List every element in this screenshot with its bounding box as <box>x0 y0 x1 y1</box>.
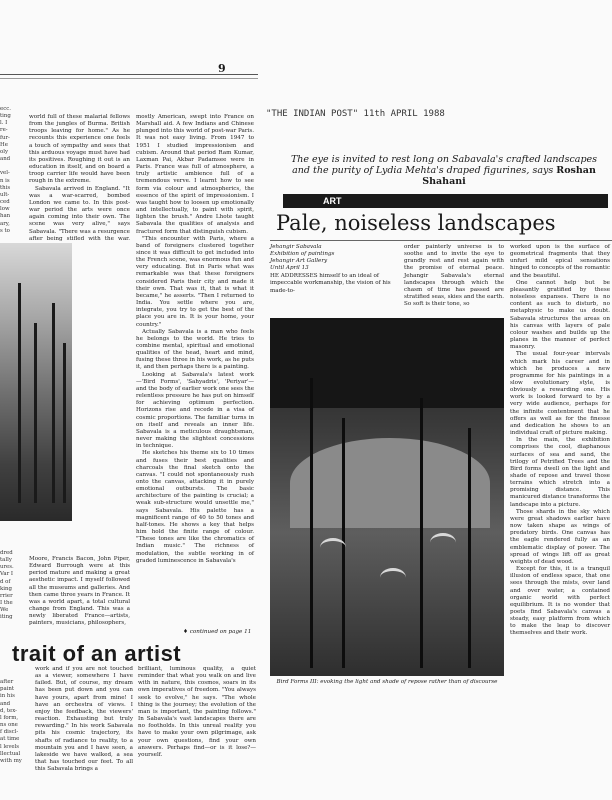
gutter-fragment: fur- <box>0 134 10 141</box>
column-a-top <box>29 114 130 250</box>
page-number: 9 <box>218 62 226 75</box>
gutter-fragment: dred <box>0 550 13 556</box>
paragraph: One cannot help but be pleasantly gratified by these noiseless expanses. There is no content as such to disturb, no metaphysic to make us doubt. Sabavala structures the areas on his canvas with layers of pale colour washes and builds up the planes in the manner of perfect masonry. <box>510 279 610 351</box>
article-headline: Pale, noiseless landscapes <box>276 211 556 235</box>
paragraph: The usual four-year intervals which mark his career and in which he produces a new programme for his paintings in a slow evolutionary style, is obviously a rewarding one. His work is looked forward to by a very wide audience, perhaps for the infinite contentment that he offers as well as for the finesse and dedication he shows to an individual craft of picture making. <box>510 351 610 437</box>
paragraph: Except for this, it is a tranquil illusion of endless space, that one sees through the mists, over land and over water, a contained organic world with perfect equilibrium. It is no wonder that poets find Sabavala's canvas a steady, easy platform from which to make the leap to discover themselves and their work. <box>510 566 610 637</box>
gutter-fragment: d, tex- <box>0 707 18 714</box>
gutter-fragment: d of <box>0 578 11 585</box>
gutter-fragment: llectual <box>0 750 21 757</box>
paragraph: Sabavala arrived in England. "It was a war-scarred, bombed London we came to. In this post-war period the arts were once again coming into their own. The scene was very alive," says Sabavala. "There was a resurgence after being stifled with the war. <box>29 185 130 242</box>
top-rule <box>0 74 258 75</box>
gutter-fragment: s to <box>0 227 10 234</box>
paragraph: In the main, the exhibition comprises the cool, diaphanous surfaces of sea and sand, the trilogy of Petrified Trees and the Bird forms dwell on the light and shade of repose and travel those terrains which stretch into a promising distance. This manicured distance transforms the landscape into a picture. <box>510 437 610 508</box>
gutter-fragment: ting <box>0 113 11 120</box>
gutter-fragment <box>0 672 22 679</box>
continued-note: ♦ continued on page 11 <box>183 629 252 635</box>
bottom-gutter <box>0 672 22 765</box>
gutter-fragment <box>0 163 20 170</box>
gutter-fragment: We <box>0 607 9 614</box>
left-gutter-upper <box>0 106 20 235</box>
left-gutter-lower <box>0 550 20 622</box>
column-b <box>136 114 254 565</box>
gutter-fragment: han <box>0 213 11 220</box>
painting-photo-bird-forms <box>270 318 504 676</box>
top-rule-secondary <box>0 78 258 79</box>
paragraph: "This encounter with Paris, where a band of foreigners clustered together since it was difficult to get included into the French scene, was enormous fun and very educating. But in Paris what was remarkable was that these foreigners considered Paris their city and made it their own. That was it, that is what it became," he asserts. "Then I returned to India. You settle where you are, integrate, you try to get the best of the place you are in. It is your home, your country." <box>136 235 254 328</box>
paragraph: world full of these malarial fellows from the jungles of Burma. British troops leaving for home." As he recounts this experience one feels a touch of sympathy and sees that this arduous voyage must have had its positives. Roughing it out is an education in itself, and on board a troop carrier life would have been rough in the extreme. <box>29 114 130 185</box>
exhibition-details <box>270 244 398 295</box>
gutter-fragment: this <box>0 184 11 191</box>
paragraph: Actually Sabavala is a man who feels he belongs to the world. He tries to combine mental, spiritual and emotional qualities of the head, heart and mind, fusing these three in his work, as he puts it, and then perhaps there is a painting. <box>136 328 254 371</box>
gutter-fragment: with my <box>0 757 22 764</box>
paragraph: worked upon is the surface of geometrical fragments that they unfurl mild epical sensations hinged to concepts of the romantic and the beautiful. <box>510 244 610 279</box>
handwritten-source-note: "THE INDIAN POST" 11th APRIL 1988 <box>266 109 445 119</box>
paragraph: Those shards in the sky which were great shadows earlier have now taken shape as wings of predatory birds. One canvas has the eagle rendered fully as an emblematic display of power. The spread of wings lift off as great weights of dead wood. <box>510 508 610 565</box>
paragraph: He sketches his theme six to 10 times and fuses their best qualities and charcoals the final sketch onto the canvas. "I could not spontaneously rush onto the canvas, attacking it in purely emotional outbursts. The basic architecture of the painting is crucial; a weak sub-structure would unsettle me," says Sabavala. His palette has a magnificent range of 40 to 50 tones and half-tones. He shows a key that helps him hold the finite range of colour. "These tones are like the chromatics of Indian music." The richness of modulation, the subtle working in of graded luminescence in Sabavala's <box>136 450 254 564</box>
gutter-fragment: king <box>0 585 12 592</box>
right-column <box>510 244 610 638</box>
article-subhead <box>286 154 602 187</box>
gutter-fragment: l. I <box>0 120 8 127</box>
gutter-fragment: paint <box>0 686 15 693</box>
exhibition-venue: Jehangir Art Gallery <box>270 258 328 265</box>
photo-sky <box>270 318 504 408</box>
gutter-fragment: ult- <box>0 191 10 198</box>
headline-rule <box>270 240 612 241</box>
section-tag: ART <box>283 194 608 208</box>
gutter-fragment: l levels <box>0 743 20 750</box>
bird-shape <box>380 568 406 587</box>
paragraph: Moore, Francis Bacon, John Piper, Edward Burrough were at this period mature and making a great aesthetic impact. I myself followed all the museums and galleries. And then came three years in France. It was a world apart, a total cultural change from England. This was a newly liberated France—artists, painters, musicians, philosophers, <box>29 556 130 627</box>
gutter-fragment: after <box>0 679 14 686</box>
gutter-fragment: in his <box>0 693 15 700</box>
bird-shape <box>430 533 456 552</box>
gutter-fragment: iting <box>0 614 13 621</box>
gutter-fragment: f discl- <box>0 729 19 736</box>
gutter-fragment: n is <box>0 177 10 184</box>
bird-shape <box>320 538 346 557</box>
painting-photo-trees <box>0 243 72 521</box>
gutter-fragment: ns one <box>0 722 18 729</box>
gutter-fragment: ecc. <box>0 106 11 112</box>
exhibition-artist: Jehangir Sabavala <box>270 244 322 250</box>
bottom-column-b: brilliant, luminous quality, a quiet reminder that what you walk on and live with in nature, this cosmos, soars in its own imperatives of freedom. "You always seek to evolve," he says. "The whole thing is the journey; the evolution of the man is important, the painting follows." In Sabavala's vast landscapes there are no footholds. In this unreal reality you have to make your own pilgrimage, ask your own questions, find your own answers. Perhaps find—or is it lose?—yourself. <box>138 666 256 758</box>
article-banner-title: trait of an artist <box>12 641 182 666</box>
paragraph: mostly American, swept into France on Marshall aid. A few Indians and Chinese plunged into this world of post-war Paris. It was not easy living. From 1947 to 1951 I studied impressionism and cubism. Around that period Ram Kumar, Laxman Pai, Akbar Padamsee were in Paris. France was full of atmosphere, a truly artistic ambience full of a tremendous verve. I learnt how to see form via colour and atmospherics, the essence of the spirit of impressionism. I was taught how to loosen up emotionally and intellectually, to paint with spirit, lighten the brush." Andre Lhote taught Sabavala the qualities of analysis and fractured form that distinguish cubism. <box>136 114 254 235</box>
subhead-text: The eye is invited to rest long on Sabavala's crafted landscapes and the purity of Lydia Mehta's draped figurines, says <box>290 154 598 176</box>
gutter-fragment: rrier <box>0 592 13 599</box>
gutter-fragment: re- <box>0 127 8 134</box>
gutter-fragment: and <box>0 700 11 707</box>
exhibition-type: Exhibition of paintings <box>270 251 335 258</box>
paragraph: Looking at Sabavala's latest work—'Bird Forms', 'Sahyadris', 'Periyar'—and the body of earlier work one sees the relentless pressure he has put on himself for achieving optimum perfection. Horizons rise and recede in a visa of cosmic proportions. The familiar turns in on itself and reveals an inner life. Sabavala is a meticulous draughtsman, never making the slightest concessions in technique. <box>136 371 254 450</box>
column-a-bottom <box>29 556 130 628</box>
gutter-fragment: vel- <box>0 170 10 177</box>
intro-column: order painterly universe is to soothe and to invite the eye to grandly rest and rest again with the promise of eternal peace. Jehangir Sabavala's eternal landscapes through which the chasm of time has passed are stratified seas, skies and the earth. So soft is their tone, so <box>404 244 504 308</box>
gutter-fragment: at time <box>0 736 20 743</box>
photo-caption: Bird Forms III: evoking the light and shade of repose rather than of discourse <box>276 679 498 685</box>
gutter-fragment: oly <box>0 148 9 155</box>
gutter-fragment: tally <box>0 557 12 564</box>
exhibition-dates: Until April 13 <box>270 265 309 272</box>
gutter-fragment: I the <box>0 600 13 607</box>
gutter-fragment: ced <box>0 199 10 206</box>
gutter-fragment: Var I <box>0 571 14 578</box>
gutter-fragment: low <box>0 206 10 213</box>
gutter-fragment: and <box>0 156 11 163</box>
bottom-column-a: work and if you are not touched as a viewer, somewhere I have failed. But, of course, my dream has been put down and you can have yours, apart from mine! I have an orchestra of views. I enjoy the feedback, the viewers' reaction. Exhausting but truly rewarding." In his work Sabavala pits his cosmic trajectory, its shafts of radiance to reality, to a mountain you and I have seen, a lakeside we have walked, a sea that has touched our feet. To all this Sabavala brings a <box>35 666 133 773</box>
author-name: Roshan Shahani <box>422 165 596 187</box>
photo-mountain <box>290 438 490 528</box>
intro-paragraph: HE ADDRESSES himself to an ideal of impeccable workmanship, the vision of his made-to- <box>270 273 391 294</box>
gutter-fragment: He <box>0 141 8 148</box>
gutter-fragment: l form, <box>0 714 19 721</box>
gutter-fragment: ary, <box>0 220 10 227</box>
gutter-fragment: ures. <box>0 564 14 571</box>
